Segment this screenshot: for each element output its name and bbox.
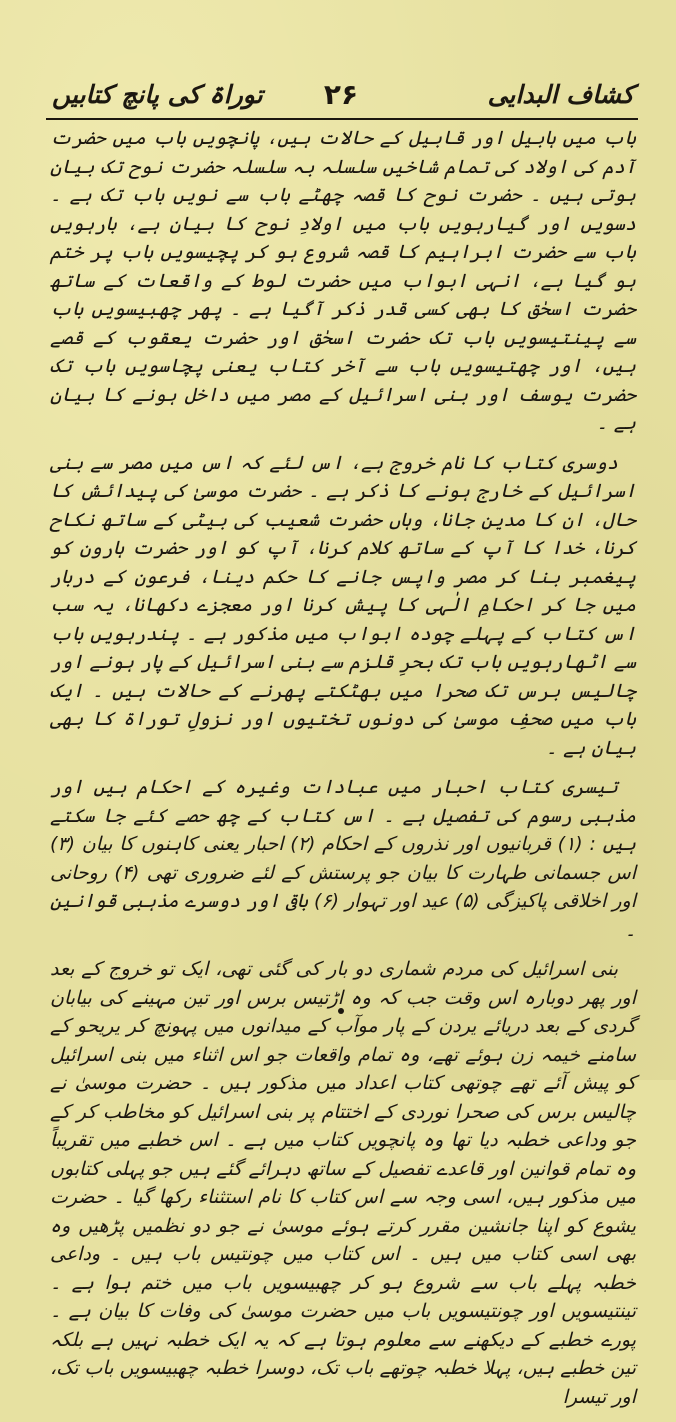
page-body — [50, 124, 636, 1422]
chapter-title: توراۃ کی پانچ کتابیں — [52, 80, 263, 109]
paragraph: تیسری کتاب احبار میں عبادات وغیرہ کے احکام ہیں اور مذہبی رسوم کی تفصیل ہے ۔ اس کتاب کے چھ حصے کئے جا سکتے ہیں : (۱) قربانیوں اور نذروں کے احکام (۲) احبار یعنی کاہنوں کا بیان (۳) اس جسمانی طہارت کا بیان جو پرستش کے لئے ضروری تھی (۴) روحانی اور اخلاقی پاکیزگی (۵) عید اور تہوار (۶) باقی اور دوسرے مذہبی قوانین ۔ — [50, 776, 636, 941]
footer-mark — [338, 1008, 344, 1014]
paragraph: دوسری کتاب کا نام خروج ہے، اس لئے کہ اس میں مصر سے بنی اسرائیل کے خارج ہونے کا ذکر ہے ۔ حضرت موسیٰ کی پیدائش کا حال، ان کا مدین جانا، وہاں حضرت شعیب کی بیٹی کے ساتھ نکاح کرنا، خدا کا آپ کے ساتھ کلام کرنا، آپ کو اور حضرت ہارون کو پیغمبر بنا کر مصر واپس جانے کا حکم دینا، فرعون کے دربار میں جا کر احکامِ الٰہی کا پیش کرنا اور معجزے دکھانا، یہ سب اس کتاب کے پہلے چودہ ابواب میں مذکور ہے ۔ پندرہویں باب سے اٹھارہویں باب تک بحرِ قلزم سے بنی اسرائیل کے پار ہونے اور چالیس برس تک صحرا میں بھٹکتے پھرنے کے حالات ہیں ۔ ایک باب میں صحفِ موسیٰ کی دونوں تختیوں اور نزولِ توراۃ کا بھی بیان ہے ۔ — [50, 451, 636, 759]
running-title: کشاف البدایی — [487, 80, 634, 109]
paragraph: باب میں ہابیل اور قابیل کے حالات ہیں، پانچویں باب میں حضرت آدم کی اولاد کی تمام شاخیں سلسلہ بہ سلسلہ حضرت نوح تک بیان ہوتی ہیں ۔ حضرت نوح کا قصہ چھٹے باب سے نویں باب تک ہے ۔ دسویں اور گیارہویں باب میں اولادِ نوح کا بیان ہے، بارہویں باب سے حضرت ابراہیم کا قصہ شروع ہو کر پچیسویں باب پر ختم ہو گیا ہے، انہی ابواب میں حضرت لوط کے واقعات کے ساتھ حضرت اسحٰق کا بھی کسی قدر ذکر آگیا ہے ۔ پھر چھبیسویں باب سے پینتیسویں باب تک حضرت اسحٰق اور حضرت یعقوب کے قصے ہیں، اور چھتیسویں باب سے آخر کتاب یعنی پچاسویں باب تک حضرت یوسف اور بنی اسرائیل کے مصر میں داخل ہونے کا بیان ہے ۔ — [50, 127, 636, 434]
paragraph: بنی اسرائیل کی مردم شماری دو بار کی گئی تھی، ایک تو خروج کے بعد اور پھر دوبارہ اس وقت جب کہ وہ اڑتیس برس اور تین مہینے کی بیابان گردی کے بعد دریائے یردن کے پار موآب کے میدانوں میں پہونچ کر یریحو کے سامنے خیمہ زن ہوئے تھے، وہ تمام واقعات جو اس اثناء میں بنی اسرائیل کو پیش آئے تھے چوتھی کتاب اعداد میں مذکور ہیں ۔ حضرت موسیٰ نے چالیس برس کی صحرا نوردی کے اختتام پر بنی اسرائیل کو مخاطب کر کے جو وداعی خطبہ دیا تھا وہ پانچویں کتاب میں ہے ۔ اس خطبے میں تقریباً وہ تمام قوانین اور قاعدے تفصیل کے ساتھ دہرائے گئے ہیں جو پہلی کتابوں میں مذکور ہیں، اسی وجہ سے اس کتاب کا نام استثناء رکھا گیا ۔ حضرت یشوع کو اپنا جانشین مقرر کرتے ہوئے موسیٰ نے جو دو نظمیں پڑھیں وہ بھی اسی کتاب میں ہیں ۔ اس کتاب میں چونتیس باب ہیں ۔ وداعی خطبہ پہلے باب سے شروع ہو کر چھبیسویں باب میں ختم ہوا ہے ۔ تینتیسویں اور چونتیسویں باب میں حضرت موسیٰ کی وفات کا بیان ہے ۔ پورے خطبے کے دیکھنے سے معلوم ہوتا ہے کہ یہ ایک خطبہ نہیں ہے بلکہ تین خطبے ہیں، پہلا خطبہ چوتھے باب تک، دوسرا خطبہ چھبیسویں باب تک، اور تیسرا — [50, 958, 636, 1408]
page-number: ۲۶ — [323, 78, 359, 111]
header-divider — [46, 118, 638, 120]
page-header — [48, 78, 634, 116]
